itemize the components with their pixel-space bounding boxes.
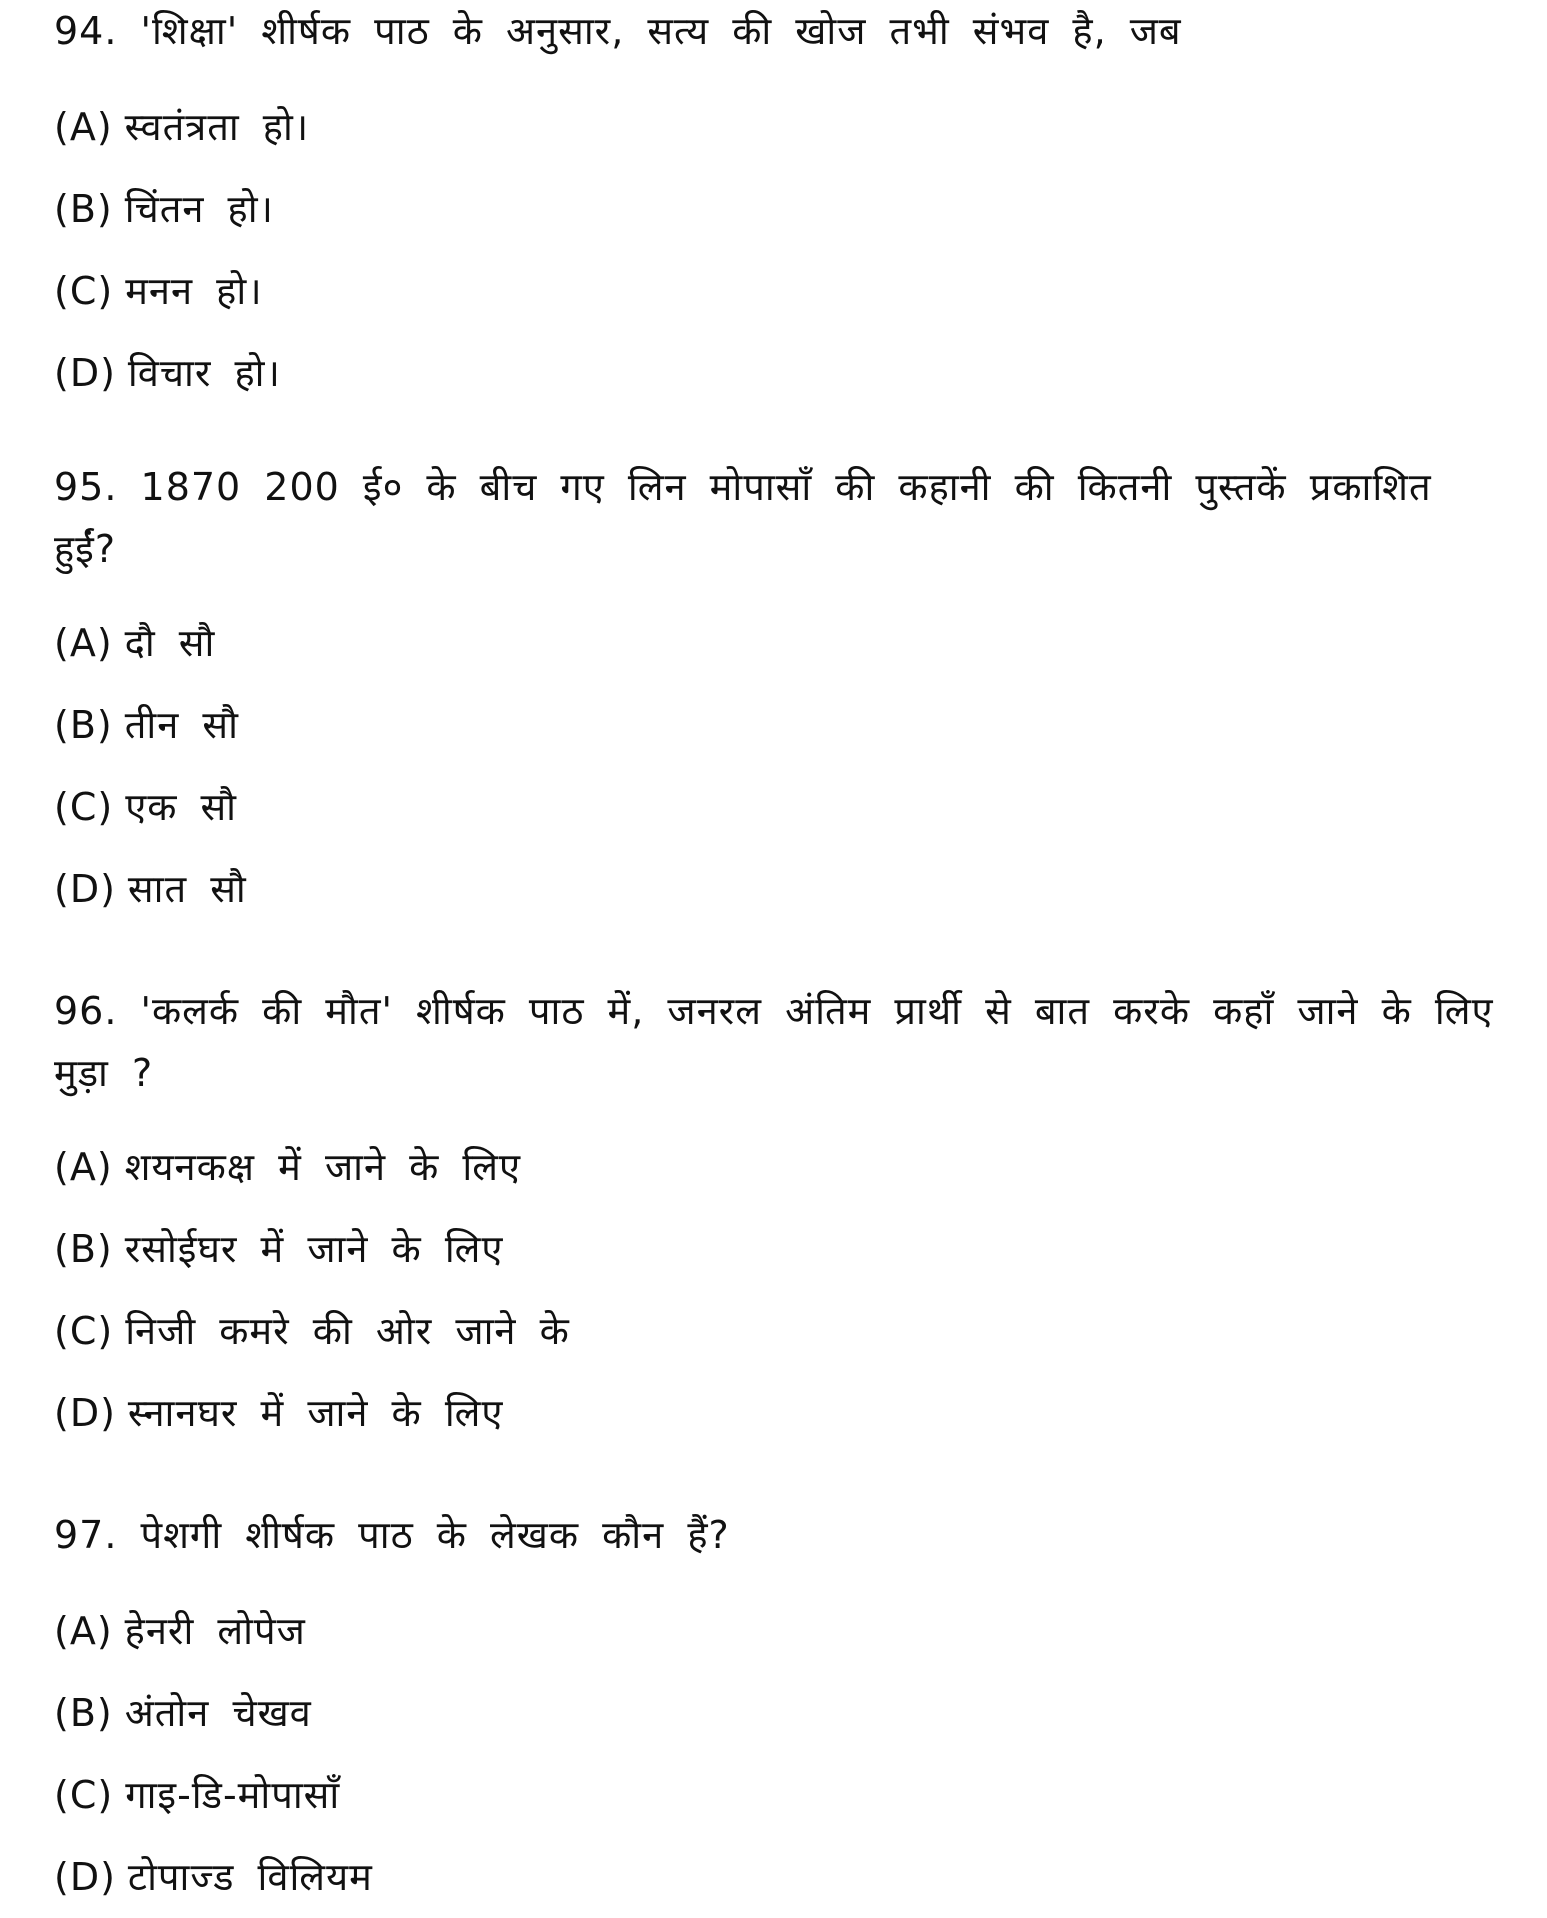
option-text: स्नानघर में जाने के लिए <box>127 1391 504 1435</box>
option-d <box>54 332 1494 414</box>
option-d <box>54 1372 1494 1454</box>
option-text: स्वतंत्रता हो। <box>124 105 310 149</box>
option-b <box>54 168 1494 250</box>
option-d <box>54 1836 1494 1918</box>
option-letter: (A) <box>54 105 113 149</box>
option-a <box>54 86 1494 168</box>
option-list <box>54 86 1494 414</box>
option-list <box>54 1590 1494 1918</box>
question-stem: 97. पेशगी शीर्षक पाठ के लेखक कौन हैं? <box>54 1513 730 1557</box>
option-letter: (C) <box>54 1309 114 1353</box>
option-letter: (B) <box>54 187 113 231</box>
option-letter: (D) <box>54 1855 116 1899</box>
option-c <box>54 1754 1494 1836</box>
question-95 <box>54 456 1494 930</box>
option-text: तीन सौ <box>124 703 239 747</box>
question-stem: 96. 'कलर्क की मौत' शीर्षक पाठ में, जनरल अंतिम प्रार्थी से बात करके कहाँ जाने के लिए मुड़ा ? <box>54 989 1494 1095</box>
question-96 <box>54 980 1494 1454</box>
option-list <box>54 602 1494 930</box>
question-stem: 95. 1870 200 ई० के बीच गए लिन मोपासाँ की कहानी की कितनी पुस्तकें प्रकाशित हुईं? <box>54 465 1432 571</box>
option-text: एक सौ <box>125 785 237 829</box>
option-b <box>54 684 1494 766</box>
question-stem: 94. 'शिक्षा' शीर्षक पाठ के अनुसार, सत्य की खोज तभी संभव है, जब <box>54 9 1182 53</box>
question-94 <box>54 0 1494 414</box>
option-letter: (A) <box>54 1609 113 1653</box>
option-a <box>54 1126 1494 1208</box>
option-list <box>54 1126 1494 1454</box>
option-text: मनन हो। <box>125 269 263 313</box>
option-c <box>54 1290 1494 1372</box>
option-letter: (B) <box>54 1691 113 1735</box>
option-text: सात सौ <box>127 867 247 911</box>
option-text: अंतोन चेखव <box>124 1691 312 1735</box>
question-97 <box>54 1504 1494 1918</box>
option-c <box>54 250 1494 332</box>
option-letter: (B) <box>54 703 113 747</box>
option-c <box>54 766 1494 848</box>
option-b <box>54 1208 1494 1290</box>
option-a <box>54 602 1494 684</box>
option-letter: (A) <box>54 621 113 665</box>
option-text: हेनरी लोपेज <box>124 1609 306 1653</box>
option-text: रसोईघर में जाने के लिए <box>124 1227 504 1271</box>
option-text: निजी कमरे की ओर जाने के <box>125 1309 570 1353</box>
option-letter: (D) <box>54 1391 116 1435</box>
option-text: शयनकक्ष में जाने के लिए <box>124 1145 522 1189</box>
option-text: टोपाज्ड विलियम <box>127 1855 373 1899</box>
option-letter: (A) <box>54 1145 113 1189</box>
option-letter: (D) <box>54 867 116 911</box>
option-text: चिंतन हो। <box>124 187 274 231</box>
option-letter: (C) <box>54 269 114 313</box>
option-letter: (C) <box>54 785 114 829</box>
option-letter: (D) <box>54 351 116 395</box>
option-text: गाइ-डि-मोपासाँ <box>125 1773 341 1817</box>
option-text: दौ सौ <box>124 621 216 665</box>
option-letter: (C) <box>54 1773 114 1817</box>
option-a <box>54 1590 1494 1672</box>
option-b <box>54 1672 1494 1754</box>
option-letter: (B) <box>54 1227 113 1271</box>
option-text: विचार हो। <box>127 351 281 395</box>
option-d <box>54 848 1494 930</box>
